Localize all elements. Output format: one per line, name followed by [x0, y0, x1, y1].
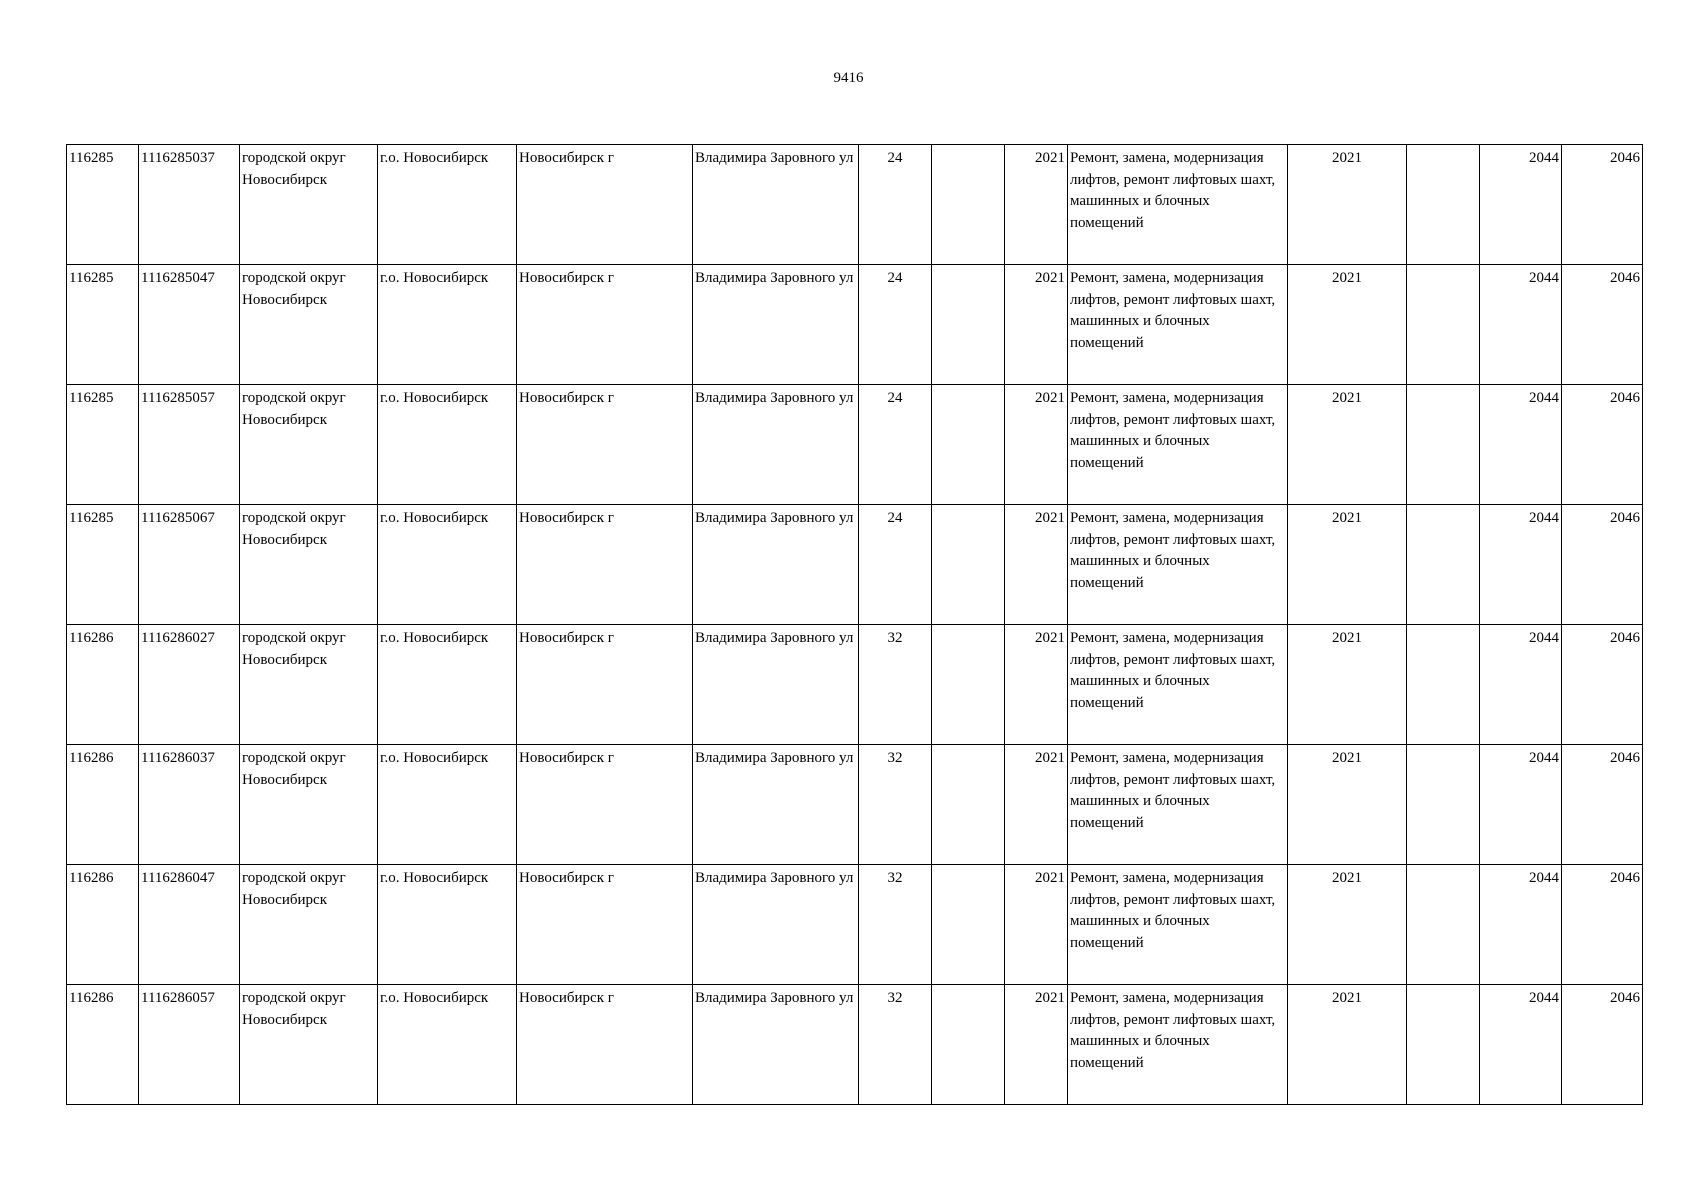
street-cell: Владимира Заровного ул	[693, 505, 859, 625]
street-cell: Владимира Заровного ул	[693, 145, 859, 265]
municipality-cell: городской округ Новосибирск	[240, 865, 378, 985]
municipality-cell: городской округ Новосибирск	[240, 145, 378, 265]
object-id-cell: 1116285037	[139, 145, 240, 265]
house-number-cell: 24	[859, 145, 932, 265]
house-id-cell: 116286	[67, 865, 139, 985]
district-cell: г.о. Новосибирск	[378, 625, 517, 745]
year-cell: 2021	[1005, 985, 1068, 1105]
house-number-cell: 32	[859, 625, 932, 745]
street-cell: Владимира Заровного ул	[693, 265, 859, 385]
work-type-cell: Ремонт, замена, модернизация лифтов, ремонт лифтовых шахт, машинных и блочных помещений	[1068, 745, 1288, 865]
table-row	[67, 145, 1643, 265]
settlement-cell: Новосибирск г	[517, 505, 693, 625]
object-id-cell: 1116285067	[139, 505, 240, 625]
settlement-cell: Новосибирск г	[517, 985, 693, 1105]
planned-year-cell: 2021	[1288, 865, 1407, 985]
period-start-cell: 2044	[1480, 865, 1562, 985]
house-id-cell: 116285	[67, 385, 139, 505]
work-type-cell: Ремонт, замена, модернизация лифтов, ремонт лифтовых шахт, машинных и блочных помещений	[1068, 505, 1288, 625]
work-type-cell: Ремонт, замена, модернизация лифтов, ремонт лифтовых шахт, машинных и блочных помещений	[1068, 265, 1288, 385]
street-cell: Владимира Заровного ул	[693, 865, 859, 985]
year-cell: 2021	[1005, 505, 1068, 625]
year-cell: 2021	[1005, 385, 1068, 505]
table-row	[67, 625, 1643, 745]
empty-cell	[1407, 385, 1480, 505]
period-start-cell: 2044	[1480, 745, 1562, 865]
planned-year-cell: 2021	[1288, 385, 1407, 505]
planned-year-cell: 2021	[1288, 265, 1407, 385]
work-type-cell: Ремонт, замена, модернизация лифтов, ремонт лифтовых шахт, машинных и блочных помещений	[1068, 145, 1288, 265]
house-number-cell: 32	[859, 865, 932, 985]
settlement-cell: Новосибирск г	[517, 145, 693, 265]
house-id-cell: 116286	[67, 985, 139, 1105]
settlement-cell: Новосибирск г	[517, 865, 693, 985]
house-number-cell: 24	[859, 265, 932, 385]
district-cell: г.о. Новосибирск	[378, 265, 517, 385]
period-start-cell: 2044	[1480, 505, 1562, 625]
table-row	[67, 985, 1643, 1105]
registry-table	[66, 144, 1643, 1105]
settlement-cell: Новосибирск г	[517, 745, 693, 865]
building-cell	[932, 865, 1005, 985]
district-cell: г.о. Новосибирск	[378, 145, 517, 265]
district-cell: г.о. Новосибирск	[378, 505, 517, 625]
empty-cell	[1407, 745, 1480, 865]
table-row	[67, 505, 1643, 625]
period-end-cell: 2046	[1562, 385, 1643, 505]
house-id-cell: 116286	[67, 625, 139, 745]
period-end-cell: 2046	[1562, 865, 1643, 985]
table-row	[67, 385, 1643, 505]
period-end-cell: 2046	[1562, 625, 1643, 745]
building-cell	[932, 505, 1005, 625]
street-cell: Владимира Заровного ул	[693, 985, 859, 1105]
period-start-cell: 2044	[1480, 985, 1562, 1105]
planned-year-cell: 2021	[1288, 145, 1407, 265]
house-number-cell: 24	[859, 505, 932, 625]
period-end-cell: 2046	[1562, 265, 1643, 385]
planned-year-cell: 2021	[1288, 625, 1407, 745]
house-id-cell: 116285	[67, 145, 139, 265]
municipality-cell: городской округ Новосибирск	[240, 385, 378, 505]
period-end-cell: 2046	[1562, 745, 1643, 865]
district-cell: г.о. Новосибирск	[378, 745, 517, 865]
empty-cell	[1407, 985, 1480, 1105]
district-cell: г.о. Новосибирск	[378, 865, 517, 985]
building-cell	[932, 625, 1005, 745]
period-start-cell: 2044	[1480, 385, 1562, 505]
municipality-cell: городской округ Новосибирск	[240, 505, 378, 625]
municipality-cell: городской округ Новосибирск	[240, 625, 378, 745]
empty-cell	[1407, 145, 1480, 265]
settlement-cell: Новосибирск г	[517, 265, 693, 385]
period-start-cell: 2044	[1480, 145, 1562, 265]
object-id-cell: 1116286027	[139, 625, 240, 745]
municipality-cell: городской округ Новосибирск	[240, 745, 378, 865]
street-cell: Владимира Заровного ул	[693, 745, 859, 865]
table-row	[67, 865, 1643, 985]
work-type-cell: Ремонт, замена, модернизация лифтов, ремонт лифтовых шахт, машинных и блочных помещений	[1068, 865, 1288, 985]
building-cell	[932, 385, 1005, 505]
period-start-cell: 2044	[1480, 625, 1562, 745]
planned-year-cell: 2021	[1288, 985, 1407, 1105]
building-cell	[932, 145, 1005, 265]
settlement-cell: Новосибирск г	[517, 625, 693, 745]
object-id-cell: 1116286037	[139, 745, 240, 865]
empty-cell	[1407, 865, 1480, 985]
period-end-cell: 2046	[1562, 145, 1643, 265]
empty-cell	[1407, 265, 1480, 385]
work-type-cell: Ремонт, замена, модернизация лифтов, ремонт лифтовых шахт, машинных и блочных помещений	[1068, 625, 1288, 745]
year-cell: 2021	[1005, 865, 1068, 985]
year-cell: 2021	[1005, 745, 1068, 865]
year-cell: 2021	[1005, 265, 1068, 385]
building-cell	[932, 265, 1005, 385]
work-type-cell: Ремонт, замена, модернизация лифтов, ремонт лифтовых шахт, машинных и блочных помещений	[1068, 385, 1288, 505]
table-row	[67, 265, 1643, 385]
district-cell: г.о. Новосибирск	[378, 985, 517, 1105]
house-number-cell: 32	[859, 985, 932, 1105]
planned-year-cell: 2021	[1288, 505, 1407, 625]
object-id-cell: 1116286057	[139, 985, 240, 1105]
building-cell	[932, 745, 1005, 865]
year-cell: 2021	[1005, 625, 1068, 745]
period-end-cell: 2046	[1562, 985, 1643, 1105]
empty-cell	[1407, 625, 1480, 745]
street-cell: Владимира Заровного ул	[693, 385, 859, 505]
municipality-cell: городской округ Новосибирск	[240, 985, 378, 1105]
object-id-cell: 1116285047	[139, 265, 240, 385]
table-body	[67, 145, 1643, 1105]
house-id-cell: 116286	[67, 745, 139, 865]
street-cell: Владимира Заровного ул	[693, 625, 859, 745]
house-id-cell: 116285	[67, 265, 139, 385]
municipality-cell: городской округ Новосибирск	[240, 265, 378, 385]
empty-cell	[1407, 505, 1480, 625]
object-id-cell: 1116285057	[139, 385, 240, 505]
period-end-cell: 2046	[1562, 505, 1643, 625]
house-id-cell: 116285	[67, 505, 139, 625]
house-number-cell: 24	[859, 385, 932, 505]
planned-year-cell: 2021	[1288, 745, 1407, 865]
period-start-cell: 2044	[1480, 265, 1562, 385]
year-cell: 2021	[1005, 145, 1068, 265]
page-number: 9416	[833, 70, 864, 86]
house-number-cell: 32	[859, 745, 932, 865]
district-cell: г.о. Новосибирск	[378, 385, 517, 505]
building-cell	[932, 985, 1005, 1105]
settlement-cell: Новосибирск г	[517, 385, 693, 505]
table-row	[67, 745, 1643, 865]
work-type-cell: Ремонт, замена, модернизация лифтов, ремонт лифтовых шахт, машинных и блочных помещений	[1068, 985, 1288, 1105]
object-id-cell: 1116286047	[139, 865, 240, 985]
